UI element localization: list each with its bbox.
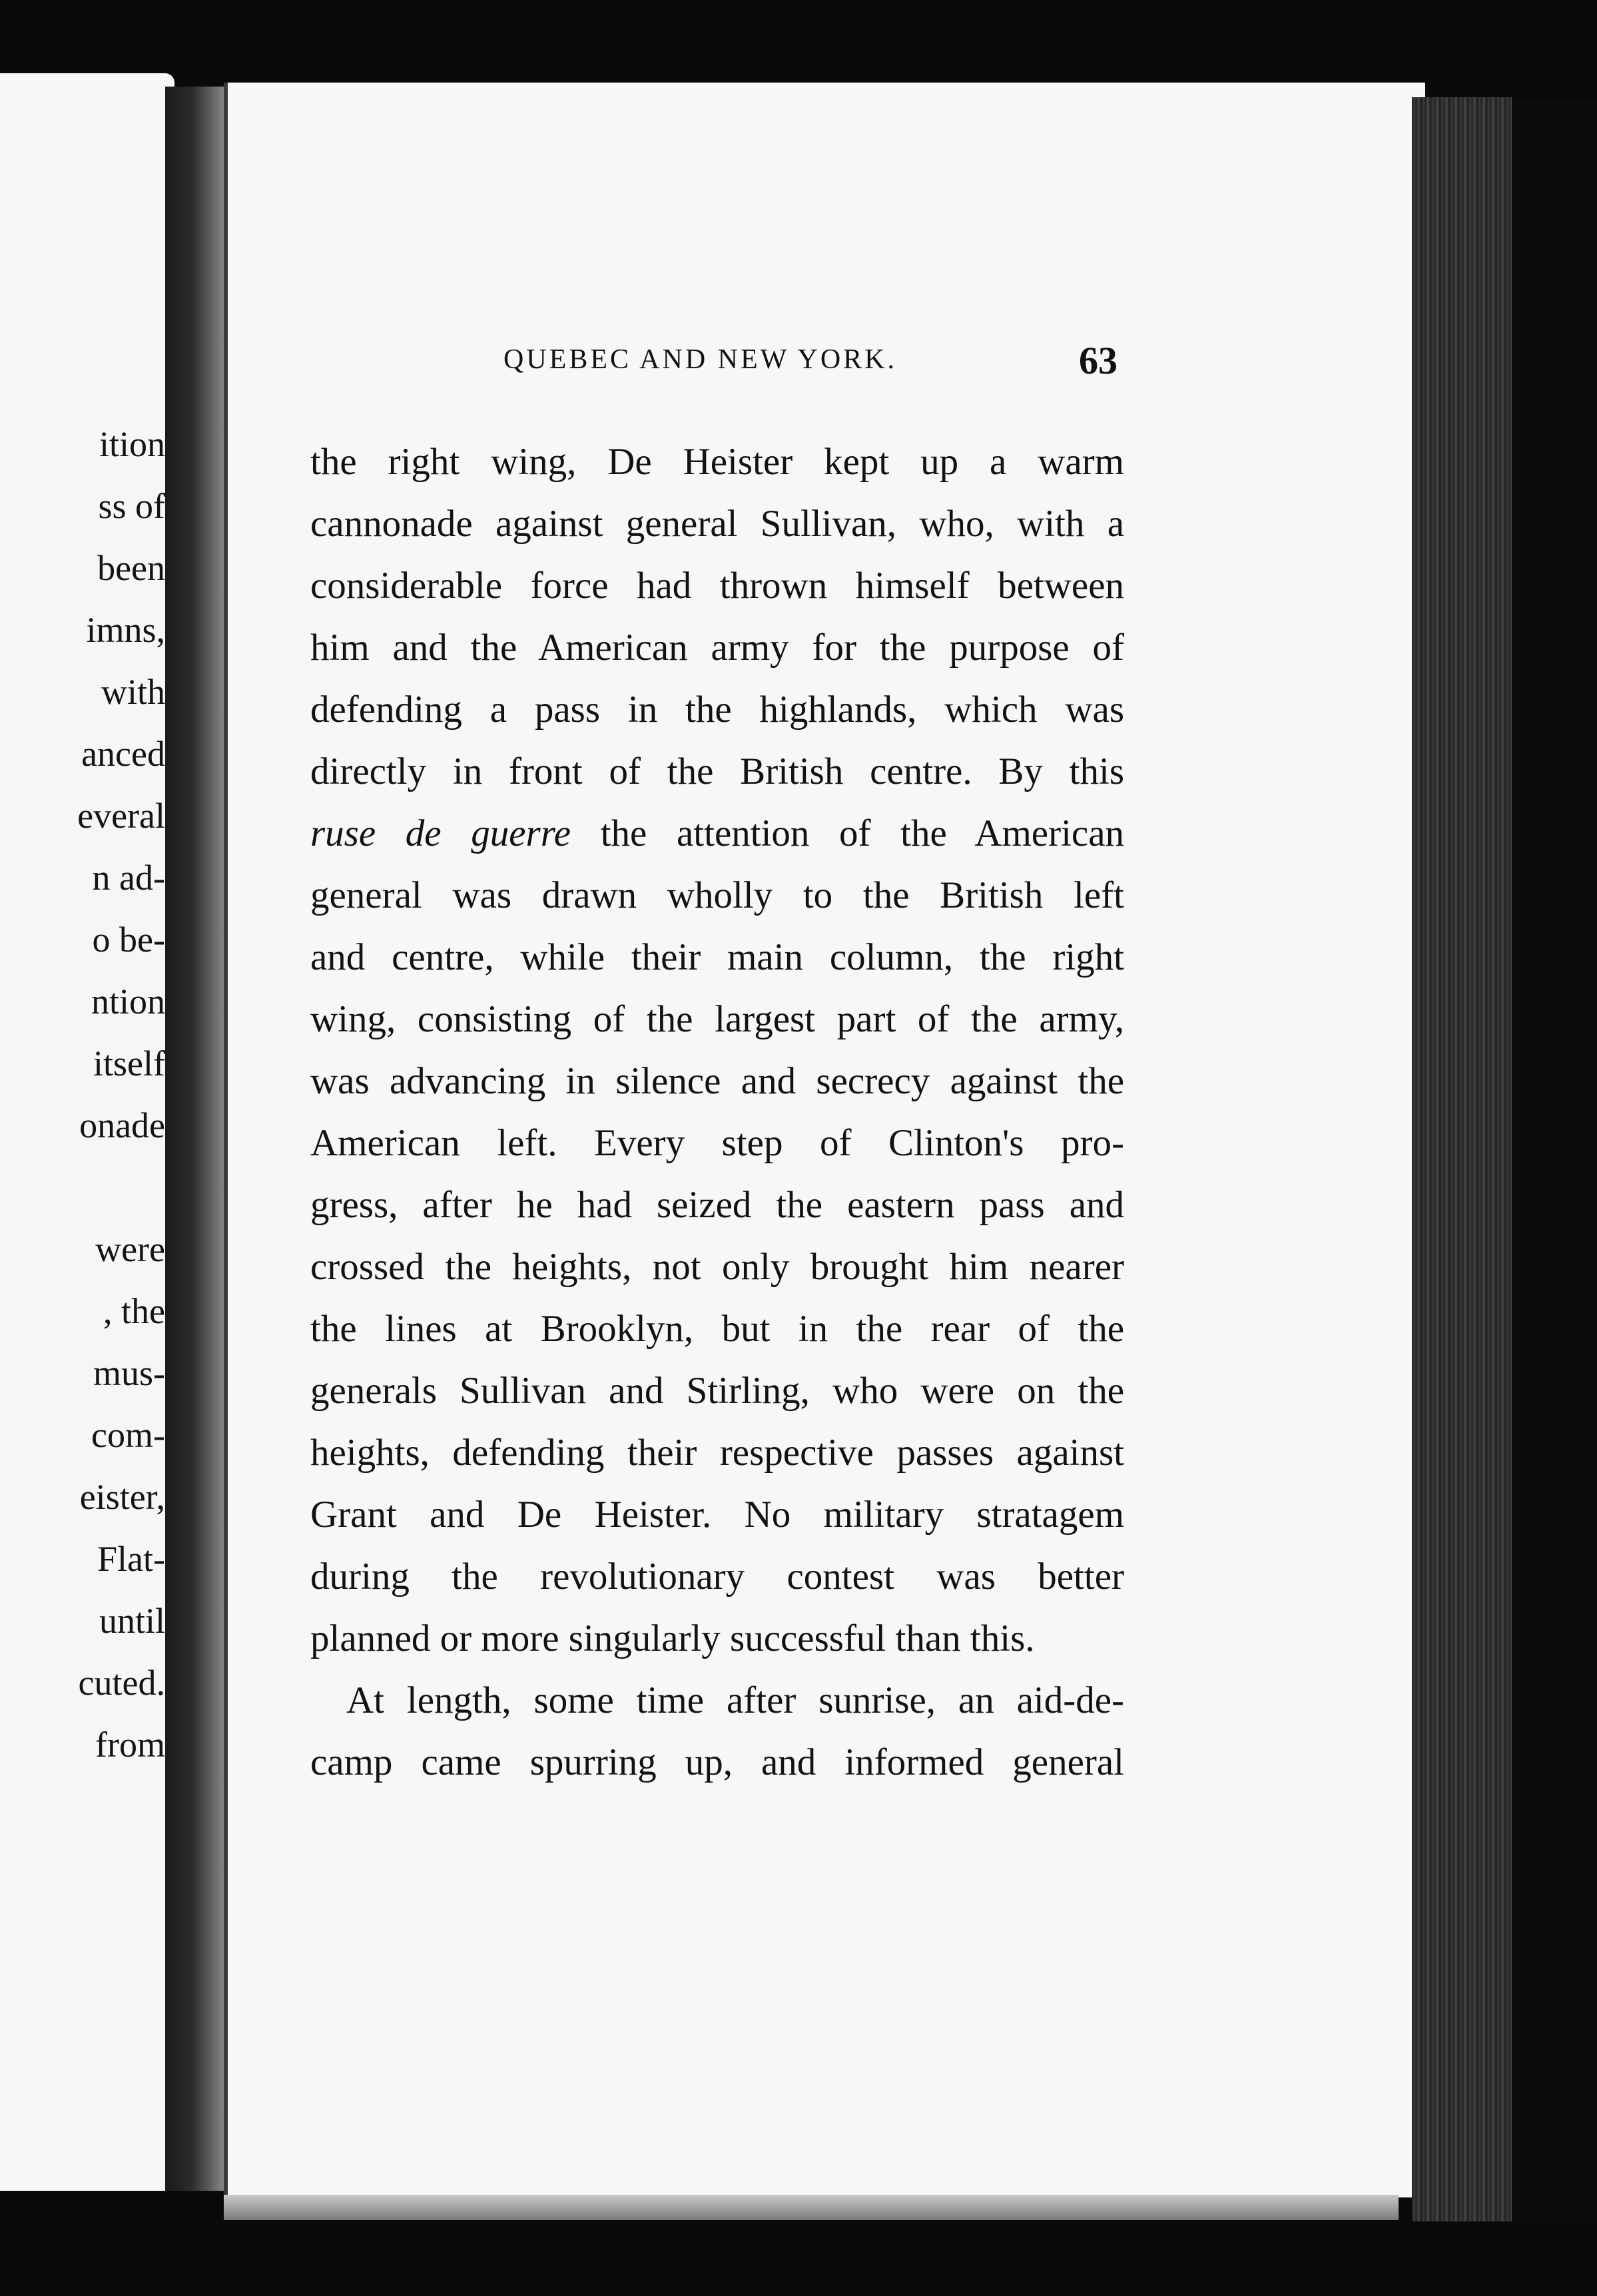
left-page-fragment: ition [99,424,165,464]
left-page-fragment: anced [81,734,165,774]
text-line: Grant and De Heister. No military stratagem [310,1494,1124,1536]
page-bottom-edge [224,2195,1399,2220]
running-head: QUEBEC AND NEW YORK. [503,344,897,375]
left-page-fragment: onade [79,1105,165,1145]
left-page [0,73,174,2191]
paragraph-first-line: At length, some time after sunrise, an aid-de- [346,1679,1124,1721]
text-line: planned or more singularly successful than this. [310,1617,1035,1659]
left-page-fragment: from [95,1725,165,1765]
left-page-fragment: with [101,672,165,712]
text-line: cannonade against general Sullivan, who, with a [310,503,1124,545]
left-page-fragment: n ad- [92,858,165,898]
left-page-fragment: , the [103,1291,165,1331]
text-line: considerable force had thrown himself between [310,565,1124,607]
text-line: was advancing in silence and secrecy against the [310,1060,1124,1102]
text-line: general was drawn wholly to the British left [310,874,1124,916]
text-line: heights, defending their respective passes against [310,1432,1124,1474]
left-page-fragment: eister, [79,1477,165,1517]
left-page-fragment: were [95,1229,165,1269]
text-line: wing, consisting of the largest part of the army, [310,998,1124,1040]
scan-background [1512,100,1597,2217]
text-line: during the revolutionary contest was better [310,1556,1124,1597]
left-page-fragment: o be- [92,920,165,960]
left-page-fragment: everal [77,796,165,836]
text-line: and centre, while their main column, the right [310,936,1124,978]
text-line: him and the American army for the purpose of [310,627,1124,669]
left-page-fragment: ntion [91,982,165,1021]
italic-phrase: ruse de guerre [310,812,571,854]
text-line: camp came spurring up, and informed general [310,1741,1124,1783]
text-line: directly in front of the British centre. By this [310,750,1124,792]
text-line-rest: the attention of the American [600,812,1125,854]
text-line: defending a pass in the highlands, which was [310,689,1124,730]
left-page-fragment: cuted. [78,1663,165,1703]
left-page-fragment: been [97,548,165,588]
text-line-mixed [310,802,1124,864]
left-page-fragment: imns, [86,610,165,650]
text-line: crossed the heights, not only brought him nearer [310,1246,1124,1288]
text-line: generals Sullivan and Stirling, who were on the [310,1370,1124,1412]
body-text [310,431,1124,1793]
left-page-fragment: Flat- [97,1539,165,1579]
left-page-fragment: mus- [93,1353,165,1393]
page-number: 63 [1079,339,1118,382]
left-page-fragment: ss of [98,486,165,526]
text-line: the right wing, De Heister kept up a warm [310,441,1124,483]
left-page-fragment: itself [93,1043,165,1083]
left-page-fragment: com- [91,1415,165,1455]
text-line: the lines at Brooklyn, but in the rear of the [310,1308,1124,1350]
book-gutter [165,87,225,2191]
text-line: gress, after he had seized the eastern pass and [310,1184,1124,1226]
text-line: American left. Every step of Clinton's pro- [310,1122,1124,1164]
page-fore-edge [1412,97,1512,2221]
left-page-fragment: until [99,1601,165,1641]
